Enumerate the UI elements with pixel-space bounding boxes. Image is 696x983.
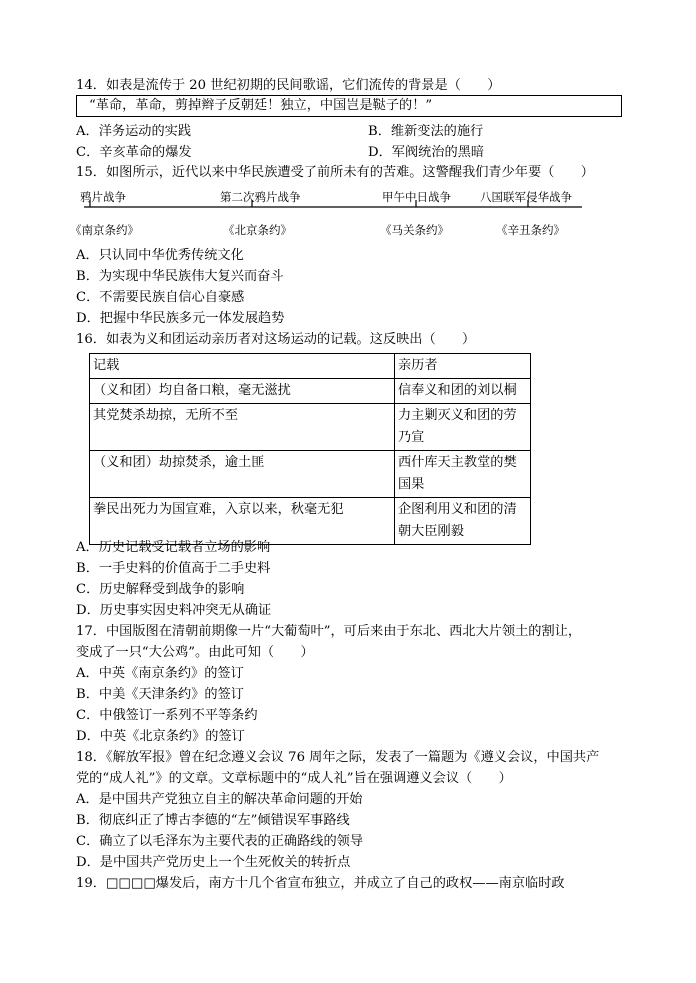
table-cell: （义和团）均自备口粮，毫无滋扰 — [90, 379, 395, 404]
q17-option-d: D．中英《北京条约》的签订 — [76, 729, 245, 744]
table-cell: 其党焚杀劫掠，无所不至 — [90, 404, 395, 451]
table-header-record: 记载 — [90, 354, 395, 379]
q14-option-c: C．辛亥革命的爆发 — [76, 145, 192, 160]
q16-option-d: D．历史事实因史料冲突无从确证 — [76, 603, 272, 618]
q18-option-b: B．彻底纠正了博古李德的“左”倾错误军事路线 — [76, 813, 350, 828]
timeline-treaty-2: 《北京条约》 — [223, 223, 292, 237]
q15-option-c: C．不需要民族自信心自豪感 — [76, 290, 245, 305]
q14-option-a: A．洋务运动的实践 — [76, 124, 192, 139]
q17-stem-line2: 变成了一只“大公鸡”。由此可知（ ） — [76, 645, 314, 660]
q18-option-a: A．是中国共产党独立自主的解决革命问题的开始 — [76, 792, 363, 807]
q16-option-b: B．一手史料的价值高于二手史料 — [76, 561, 271, 576]
q18-stem-line2: 党的“成人礼”》的文章。文章标题中的“成人礼”旨在强调遵义会议（ ） — [76, 771, 512, 786]
q14-option-b: B．维新变法的施行 — [368, 124, 484, 139]
timeline-event-3: 甲午中日战争 — [382, 190, 451, 204]
table-cell: 企图利用义和团的清朝大臣刚毅 — [395, 498, 531, 545]
q15-stem: 15．如图所示，近代以来中华民族遭受了前所未有的苦难。这警醒我们青少年要（ ） — [76, 165, 594, 180]
q16-option-c: C．历史解释受到战争的影响 — [76, 582, 245, 597]
q17-option-b: B．中美《天津条约》的签订 — [76, 687, 244, 702]
timeline-event-4: 八国联军侵华战争 — [480, 190, 572, 204]
table-cell: 力主剿灭义和团的劳乃宣 — [395, 404, 531, 451]
timeline-event-2: 第二次鸦片战争 — [220, 190, 301, 204]
table-cell: （义和团）劫掠焚杀，逾土匪 — [90, 451, 395, 498]
q18-stem-line1: 18．《解放军报》曾在纪念遵义会议 76 周年之际，发表了一篇题为《遵义会议，中国共产 — [76, 750, 600, 765]
q15-timeline-diagram — [70, 188, 586, 240]
q16-record-table — [89, 353, 531, 545]
table-cell: 拳民出死力为国宣难，入京以来，秋毫无犯 — [90, 498, 395, 545]
q16-option-a: A．历史记载受记载者立场的影响 — [76, 540, 271, 555]
table-row — [90, 451, 531, 498]
q18-option-d: D．是中国共产党历史上一个生死攸关的转折点 — [76, 855, 351, 870]
q15-option-a: A．只认同中华优秀传统文化 — [76, 248, 244, 263]
q18-option-c: C．确立了以毛泽东为主要代表的正确路线的领导 — [76, 834, 364, 849]
q14-stem: 14．如表是流传于 20 世纪初期的民间歌谣，它们流传的背景是（ ） — [76, 78, 501, 93]
q14-option-d: D．军阀统治的黑暗 — [368, 145, 485, 160]
timeline-event-1: 鸦片战争 — [80, 190, 126, 204]
table-header-row — [90, 354, 531, 379]
q16-stem: 16．如表为义和团运动亲历者对这场运动的记载。这反映出（ ） — [76, 332, 476, 347]
timeline-treaty-1: 《南京条约》 — [70, 223, 139, 237]
q15-option-b: B．为实现中华民族伟大复兴而奋斗 — [76, 269, 284, 284]
timeline-treaty-3: 《马关条约》 — [380, 223, 449, 237]
q15-option-d: D．把握中华民族多元一体发展趋势 — [76, 311, 285, 326]
q14-quote-box: “革命，革命，剪掉辫子反朝廷！独立，中国岂是鞑子的！” — [76, 95, 622, 117]
timeline-treaty-4: 《辛丑条约》 — [496, 223, 565, 237]
q17-stem-line1: 17．中国版图在清朝前期像一片“大葡萄叶”，可后来由于东北、西北大片领土的割让， — [76, 624, 582, 639]
table-row — [90, 379, 531, 404]
table-cell: 西什库天主教堂的樊国果 — [395, 451, 531, 498]
q17-option-c: C．中俄签订一系列不平等条约 — [76, 708, 258, 723]
q17-option-a: A．中英《南京条约》的签订 — [76, 666, 244, 681]
table-header-witness: 亲历者 — [395, 354, 531, 379]
table-row — [90, 404, 531, 451]
table-cell: 信奉义和团的刘以桐 — [395, 379, 531, 404]
q19-stem-line1: 19．□□□□爆发后，南方十几个省宣布独立，并成立了自己的政权——南京临时政 — [76, 876, 565, 891]
